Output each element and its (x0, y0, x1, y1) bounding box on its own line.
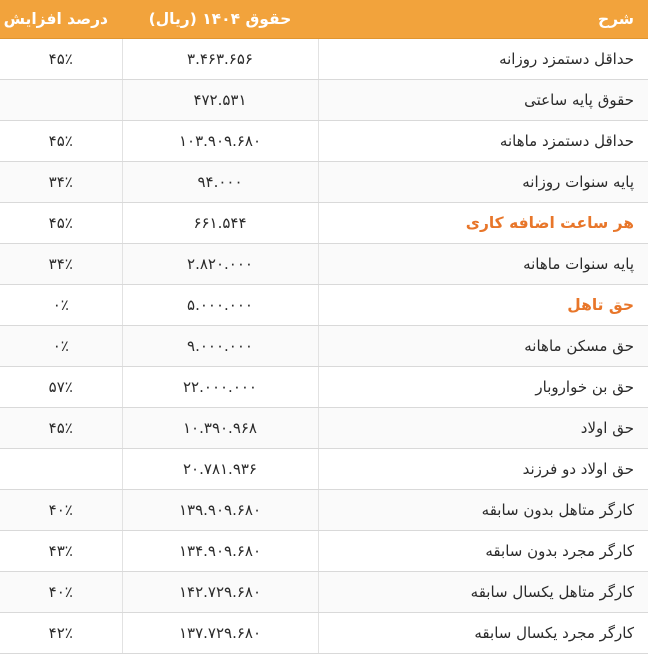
cell-value: ۶۶۱.۵۴۴ (122, 203, 318, 244)
cell-value: ۹.۰۰۰.۰۰۰ (122, 326, 318, 367)
table-row (0, 80, 648, 121)
cell-description: حقوق پایه ساعتی (318, 80, 648, 121)
cell-description: کارگر متاهل بدون سابقه (318, 490, 648, 531)
table-row (0, 449, 648, 490)
cell-description: هر ساعت اضافه کاری (318, 203, 648, 244)
cell-percent: ۳۴٪ (0, 244, 122, 285)
cell-description: حق اولاد (318, 408, 648, 449)
cell-description: حق بن خواروبار (318, 367, 648, 408)
table-row (0, 39, 648, 80)
cell-value: ۱۳۷.۷۲۹.۶۸۰ (122, 613, 318, 654)
table-row (0, 162, 648, 203)
cell-value: ۳.۴۶۳.۶۵۶ (122, 39, 318, 80)
cell-percent: ۴۵٪ (0, 203, 122, 244)
cell-value: ۲.۸۲۰.۰۰۰ (122, 244, 318, 285)
cell-percent: ۰٪ (0, 326, 122, 367)
table-row (0, 285, 648, 326)
cell-percent: ۴۵٪ (0, 39, 122, 80)
cell-percent: ۴۵٪ (0, 408, 122, 449)
cell-percent: ۴۳٪ (0, 531, 122, 572)
cell-percent (0, 449, 122, 490)
cell-percent: ۴۲٪ (0, 613, 122, 654)
cell-description: حق تاهل (318, 285, 648, 326)
cell-description: کارگر مجرد بدون سابقه (318, 531, 648, 572)
cell-description: پایه سنوات روزانه (318, 162, 648, 203)
cell-value: ۱۳۹.۹۰۹.۶۸۰ (122, 490, 318, 531)
cell-description: حق مسکن ماهانه (318, 326, 648, 367)
cell-description: کارگر مجرد یکسال سابقه (318, 613, 648, 654)
table-header (0, 0, 648, 39)
cell-description: حق اولاد دو فرزند (318, 449, 648, 490)
table-row (0, 244, 648, 285)
column-header-value: حقوق ۱۴۰۴ (ریال) (122, 0, 318, 39)
table-row (0, 326, 648, 367)
cell-description: پایه سنوات ماهانه (318, 244, 648, 285)
cell-value: ۲۲.۰۰۰.۰۰۰ (122, 367, 318, 408)
table-row (0, 121, 648, 162)
table-row (0, 203, 648, 244)
cell-value: ۱۰۳.۹۰۹.۶۸۰ (122, 121, 318, 162)
table-row (0, 531, 648, 572)
table-row (0, 613, 648, 654)
cell-description: کارگر متاهل یکسال سابقه (318, 572, 648, 613)
cell-percent (0, 80, 122, 121)
cell-value: ۴۷۲.۵۳۱ (122, 80, 318, 121)
cell-value: ۲۰.۷۸۱.۹۳۶ (122, 449, 318, 490)
cell-description: حداقل دستمزد روزانه (318, 39, 648, 80)
cell-percent: ۴۵٪ (0, 121, 122, 162)
cell-value: ۵.۰۰۰.۰۰۰ (122, 285, 318, 326)
cell-value: ۱۳۴.۹۰۹.۶۸۰ (122, 531, 318, 572)
table-row (0, 367, 648, 408)
cell-value: ۱۰.۳۹۰.۹۶۸ (122, 408, 318, 449)
table-row (0, 572, 648, 613)
table-header-row (0, 0, 648, 39)
cell-value: ۱۴۲.۷۲۹.۶۸۰ (122, 572, 318, 613)
cell-percent: ۰٪ (0, 285, 122, 326)
cell-value: ۹۴.۰۰۰ (122, 162, 318, 203)
cell-description: حداقل دستمزد ماهانه (318, 121, 648, 162)
cell-percent: ۵۷٪ (0, 367, 122, 408)
column-header-description: شرح (318, 0, 648, 39)
cell-percent: ۳۴٪ (0, 162, 122, 203)
table-row (0, 490, 648, 531)
cell-percent: ۴۰٪ (0, 490, 122, 531)
cell-percent: ۴۰٪ (0, 572, 122, 613)
column-header-percent: درصد افزایش (0, 0, 122, 39)
table-row (0, 408, 648, 449)
table-body (0, 39, 648, 654)
